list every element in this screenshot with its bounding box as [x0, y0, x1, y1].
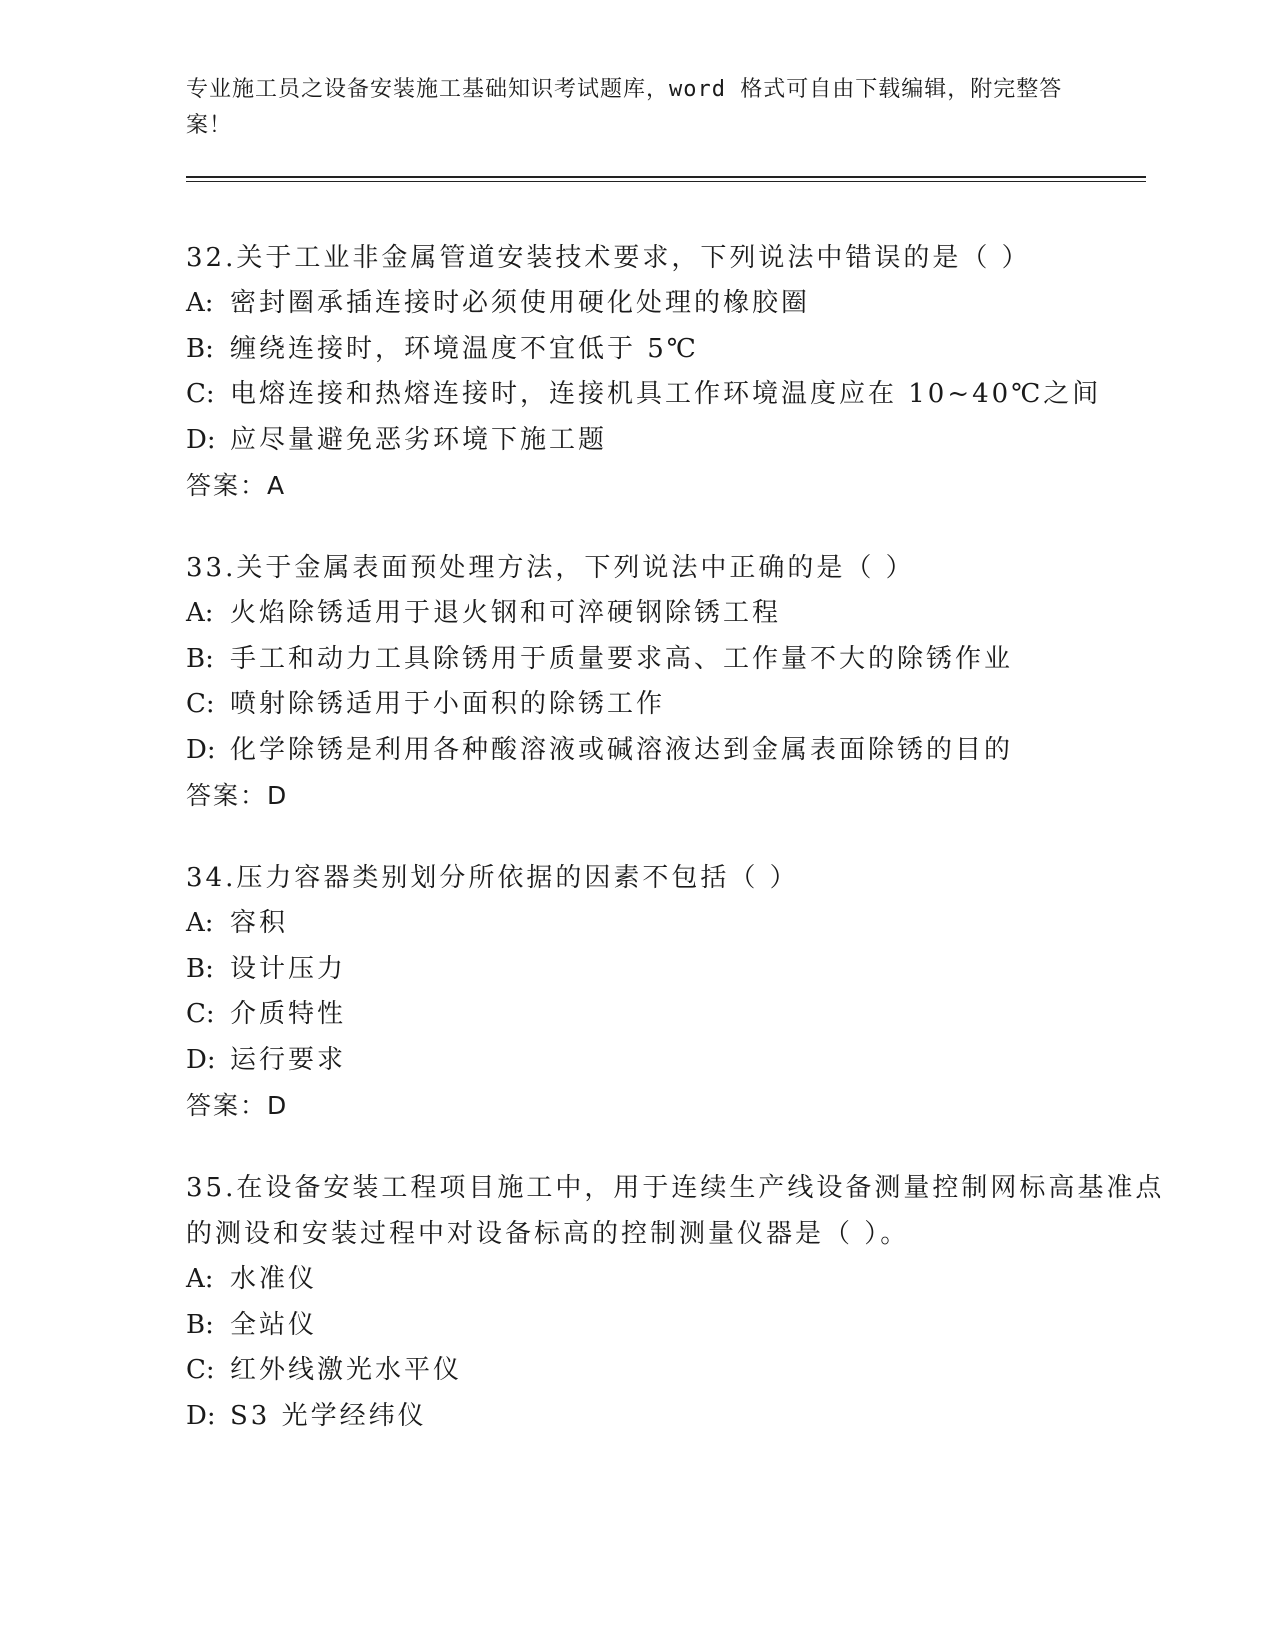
option-d [186, 418, 1186, 464]
option-text: 水准仪 [230, 1264, 318, 1294]
option-letter: B: [186, 1309, 214, 1340]
option-d [186, 1038, 1186, 1084]
option-letter: A: [186, 1264, 214, 1294]
question-stem: 34.压力容器类别划分所依据的因素不包括（ ） [186, 863, 799, 893]
question-stem: 33.关于金属表面预处理方法，下列说法中正确的是（ ） [186, 553, 915, 583]
option-b [186, 327, 1186, 373]
question-list [186, 235, 1186, 1475]
option-letter: C: [186, 379, 215, 409]
option-c [186, 1348, 1186, 1394]
option-text: 电熔连接和热熔连接时，连接机具工作环境温度应在 10~40℃之间 [230, 379, 1102, 409]
option-letter: A: [186, 598, 214, 628]
option-a [186, 1257, 1186, 1303]
option-a [186, 281, 1186, 327]
option-text: 运行要求 [230, 1044, 347, 1075]
option-text: 介质特性 [230, 999, 347, 1029]
option-letter: B: [186, 333, 214, 364]
question-32 [186, 235, 1186, 509]
option-c [186, 372, 1186, 418]
answer-line: 答案：D [186, 781, 289, 810]
option-a [186, 591, 1186, 637]
option-text: 设计压力 [230, 953, 347, 984]
option-text: S3 光学经纬仪 [230, 1400, 427, 1431]
option-letter: D: [186, 734, 216, 765]
option-text: 喷射除锈适用于小面积的除锈工作 [230, 689, 666, 719]
option-text: 手工和动力工具除锈用于质量要求高、工作量不大的除锈作业 [230, 643, 1014, 674]
option-c [186, 992, 1186, 1038]
header-divider-thin [186, 181, 1146, 182]
option-text: 全站仪 [230, 1309, 318, 1340]
option-d [186, 728, 1186, 774]
question-35 [186, 1165, 1186, 1439]
option-letter: B: [186, 953, 214, 984]
question-stem: 32.关于工业非金属管道安装技术要求，下列说法中错误的是（ ） [186, 243, 1031, 273]
option-text: 应尽量避免恶劣环境下施工题 [230, 424, 608, 455]
option-letter: C: [186, 1355, 215, 1385]
option-letter: B: [186, 643, 214, 674]
option-text: 容积 [230, 908, 289, 938]
answer-line: 答案：A [186, 471, 287, 500]
option-letter: C: [186, 999, 215, 1029]
header-divider-thick [186, 176, 1146, 178]
option-letter: D: [186, 1400, 216, 1431]
option-letter: D: [186, 424, 216, 455]
question-34 [186, 855, 1186, 1129]
option-text: 化学除锈是利用各种酸溶液或碱溶液达到金属表面除锈的目的 [230, 734, 1014, 765]
question-33 [186, 545, 1186, 819]
option-c [186, 682, 1186, 728]
option-text: 红外线激光水平仪 [230, 1355, 463, 1385]
option-letter: A: [186, 288, 214, 318]
option-b [186, 637, 1186, 683]
option-text: 火焰除锈适用于退火钢和可淬硬钢除锈工程 [230, 598, 782, 628]
option-b [186, 947, 1186, 993]
question-stem: 35.在设备安装工程项目施工中，用于连续生产线设备测量控制网标高基准点的测设和安装过程中对设备标高的控制测量仪器是（ ）。 [186, 1173, 1165, 1249]
option-text: 缠绕连接时，环境温度不宜低于 5℃ [230, 333, 699, 364]
document-header: 专业施工员之设备安装施工基础知识考试题库，word 格式可自由下载编辑，附完整答案！ [186, 77, 1063, 138]
option-text: 密封圈承插连接时必须使用硬化处理的橡胶圈 [230, 288, 811, 318]
option-b [186, 1303, 1186, 1349]
option-d [186, 1394, 1186, 1440]
option-letter: A: [186, 908, 214, 938]
option-letter: C: [186, 689, 215, 719]
option-a [186, 901, 1186, 947]
option-letter: D: [186, 1044, 216, 1075]
answer-line: 答案：D [186, 1091, 289, 1120]
